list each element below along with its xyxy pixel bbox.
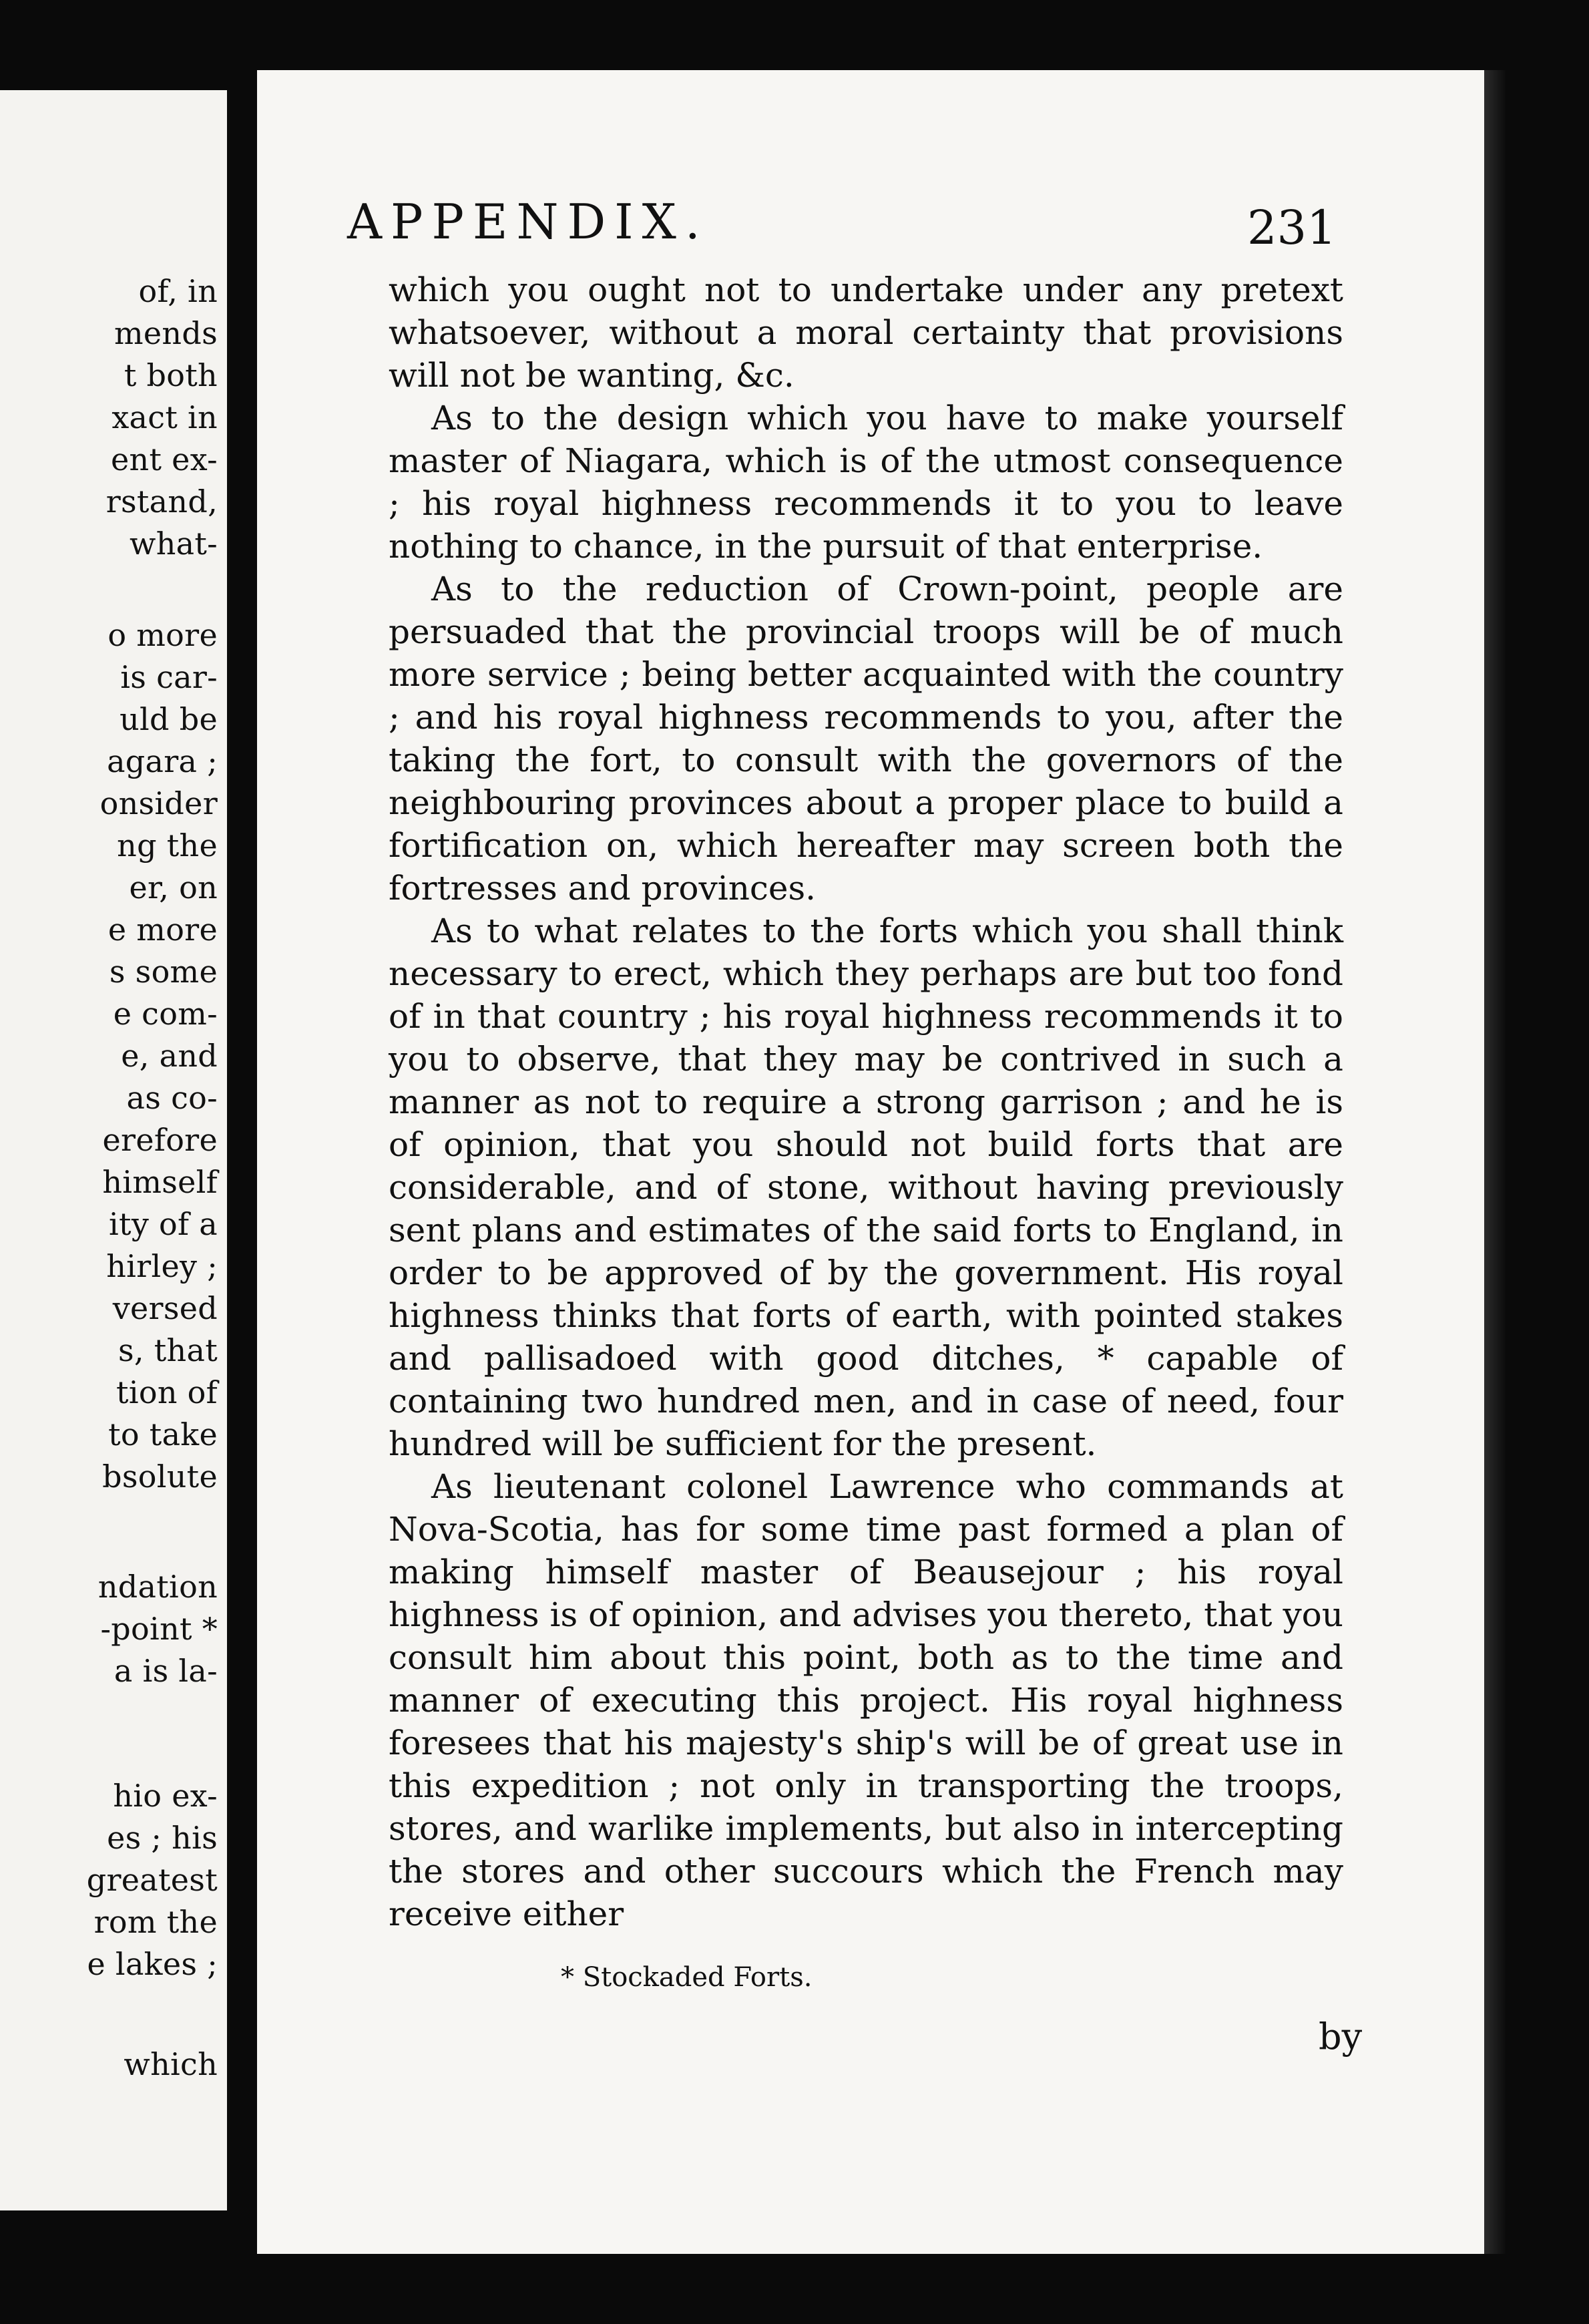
facing-page-line: e lakes ; — [87, 1946, 218, 1982]
paragraph: As to what relates to the forts which you shall think necessary to erect, which they perhaps are but too fond of in that country ; his royal highness recommends it to you to observe, that they may be contrived in such a manner as not to require a strong garrison ; and he is of opinion, that you should not build forts that are considerable, and of stone, without having previously sent plans and estimates of the said forts to England, in order to be approved of by the government. His royal highness thinks that forts of earth, with pointed stakes and pallisadoed with good ditches, * capable of containing two hundred men, and in case of need, four hundred will be sufficient for the present. — [389, 912, 1343, 1463]
facing-page-line: ity of a — [109, 1206, 218, 1242]
facing-page-line: xact in — [111, 399, 218, 435]
facing-page-line: o more — [107, 617, 218, 653]
facing-page-line: mends — [114, 315, 218, 351]
facing-page-line: of, in — [138, 273, 218, 309]
facing-page-line: agara ; — [107, 743, 218, 779]
facing-page-line: -point * — [100, 1611, 218, 1647]
paragraph: which you ought not to undertake under any pretext whatsoever, without a moral certainty that provisions will not be wanting, &c. — [389, 270, 1343, 395]
facing-page-line: uld be — [120, 701, 218, 737]
facing-page-line: which — [124, 2046, 218, 2082]
facing-page-line: bsolute — [102, 1459, 218, 1495]
facing-page-line: greatest — [86, 1862, 218, 1898]
facing-page-line: rom the — [93, 1904, 218, 1940]
facing-page-line: s some — [109, 954, 218, 990]
facing-page-line: hio ex- — [113, 1778, 218, 1814]
footnote: * Stockaded Forts. — [561, 1962, 813, 1993]
facing-page-line: himself — [102, 1164, 218, 1200]
facing-page-line: e, and — [121, 1038, 218, 1074]
body-text — [389, 268, 1343, 1935]
facing-page-line: e com- — [113, 996, 218, 1032]
page-edge — [1484, 70, 1506, 2254]
catchword: by — [1319, 2015, 1363, 2058]
paragraph: As to the design which you have to make yourself master of Niagara, which is of the utmost consequence ; his royal highness recommends it to you to leave nothing to chance, in the pursuit of that enterprise. — [389, 399, 1343, 566]
facing-page-line: es ; his — [107, 1820, 218, 1856]
facing-page-line: er, on — [129, 869, 218, 906]
facing-page-line: rstand, — [105, 483, 218, 520]
facing-page-line: is car- — [120, 659, 218, 695]
facing-page-line: a is la- — [114, 1653, 218, 1689]
facing-page-line: hirley ; — [106, 1248, 218, 1284]
running-head: APPENDIX. — [347, 194, 709, 250]
facing-page-line: tion of — [116, 1374, 218, 1410]
facing-page-line: s, that — [118, 1332, 218, 1368]
facing-page-line: e more — [107, 912, 218, 948]
paragraph: As to the reduction of Crown-point, people are persuaded that the provincial troops will be of much more service ; being better acquainted with the country ; and his royal highness recommends to you, after the taking the fort, to consult with the governors of the neighbouring provinces about a proper place to build a fortification on, which hereafter may screen both the fortresses and provinces. — [389, 570, 1343, 908]
facing-page-line: ent ex- — [111, 441, 218, 477]
page-number: 231 — [1247, 200, 1337, 255]
facing-page-line: as co- — [126, 1080, 218, 1116]
facing-page-line: onsider — [99, 785, 218, 821]
facing-page-line: erefore — [102, 1122, 218, 1158]
facing-page-line: versed — [112, 1290, 218, 1326]
facing-page-line: what- — [130, 526, 218, 562]
facing-page — [0, 90, 227, 2210]
facing-page-line: t both — [124, 357, 218, 393]
facing-page-line: ndation — [97, 1569, 218, 1605]
facing-page-line: to take — [108, 1416, 218, 1452]
paragraph: As lieutenant colonel Lawrence who commands at Nova-Scotia, has for some time past formed a plan of making himself master of Beausejour ; his royal highness is of opinion, and advises you thereto, that you consult him about this point, both as to the time and manner of executing this project. His royal highness foresees that his majesty's ship's will be of great use in this expedition ; not only in transporting the troops, stores, and warlike implements, but also in intercepting the stores and other succours which the French may receive either — [389, 1467, 1343, 1933]
facing-page-line: ng the — [117, 827, 218, 863]
